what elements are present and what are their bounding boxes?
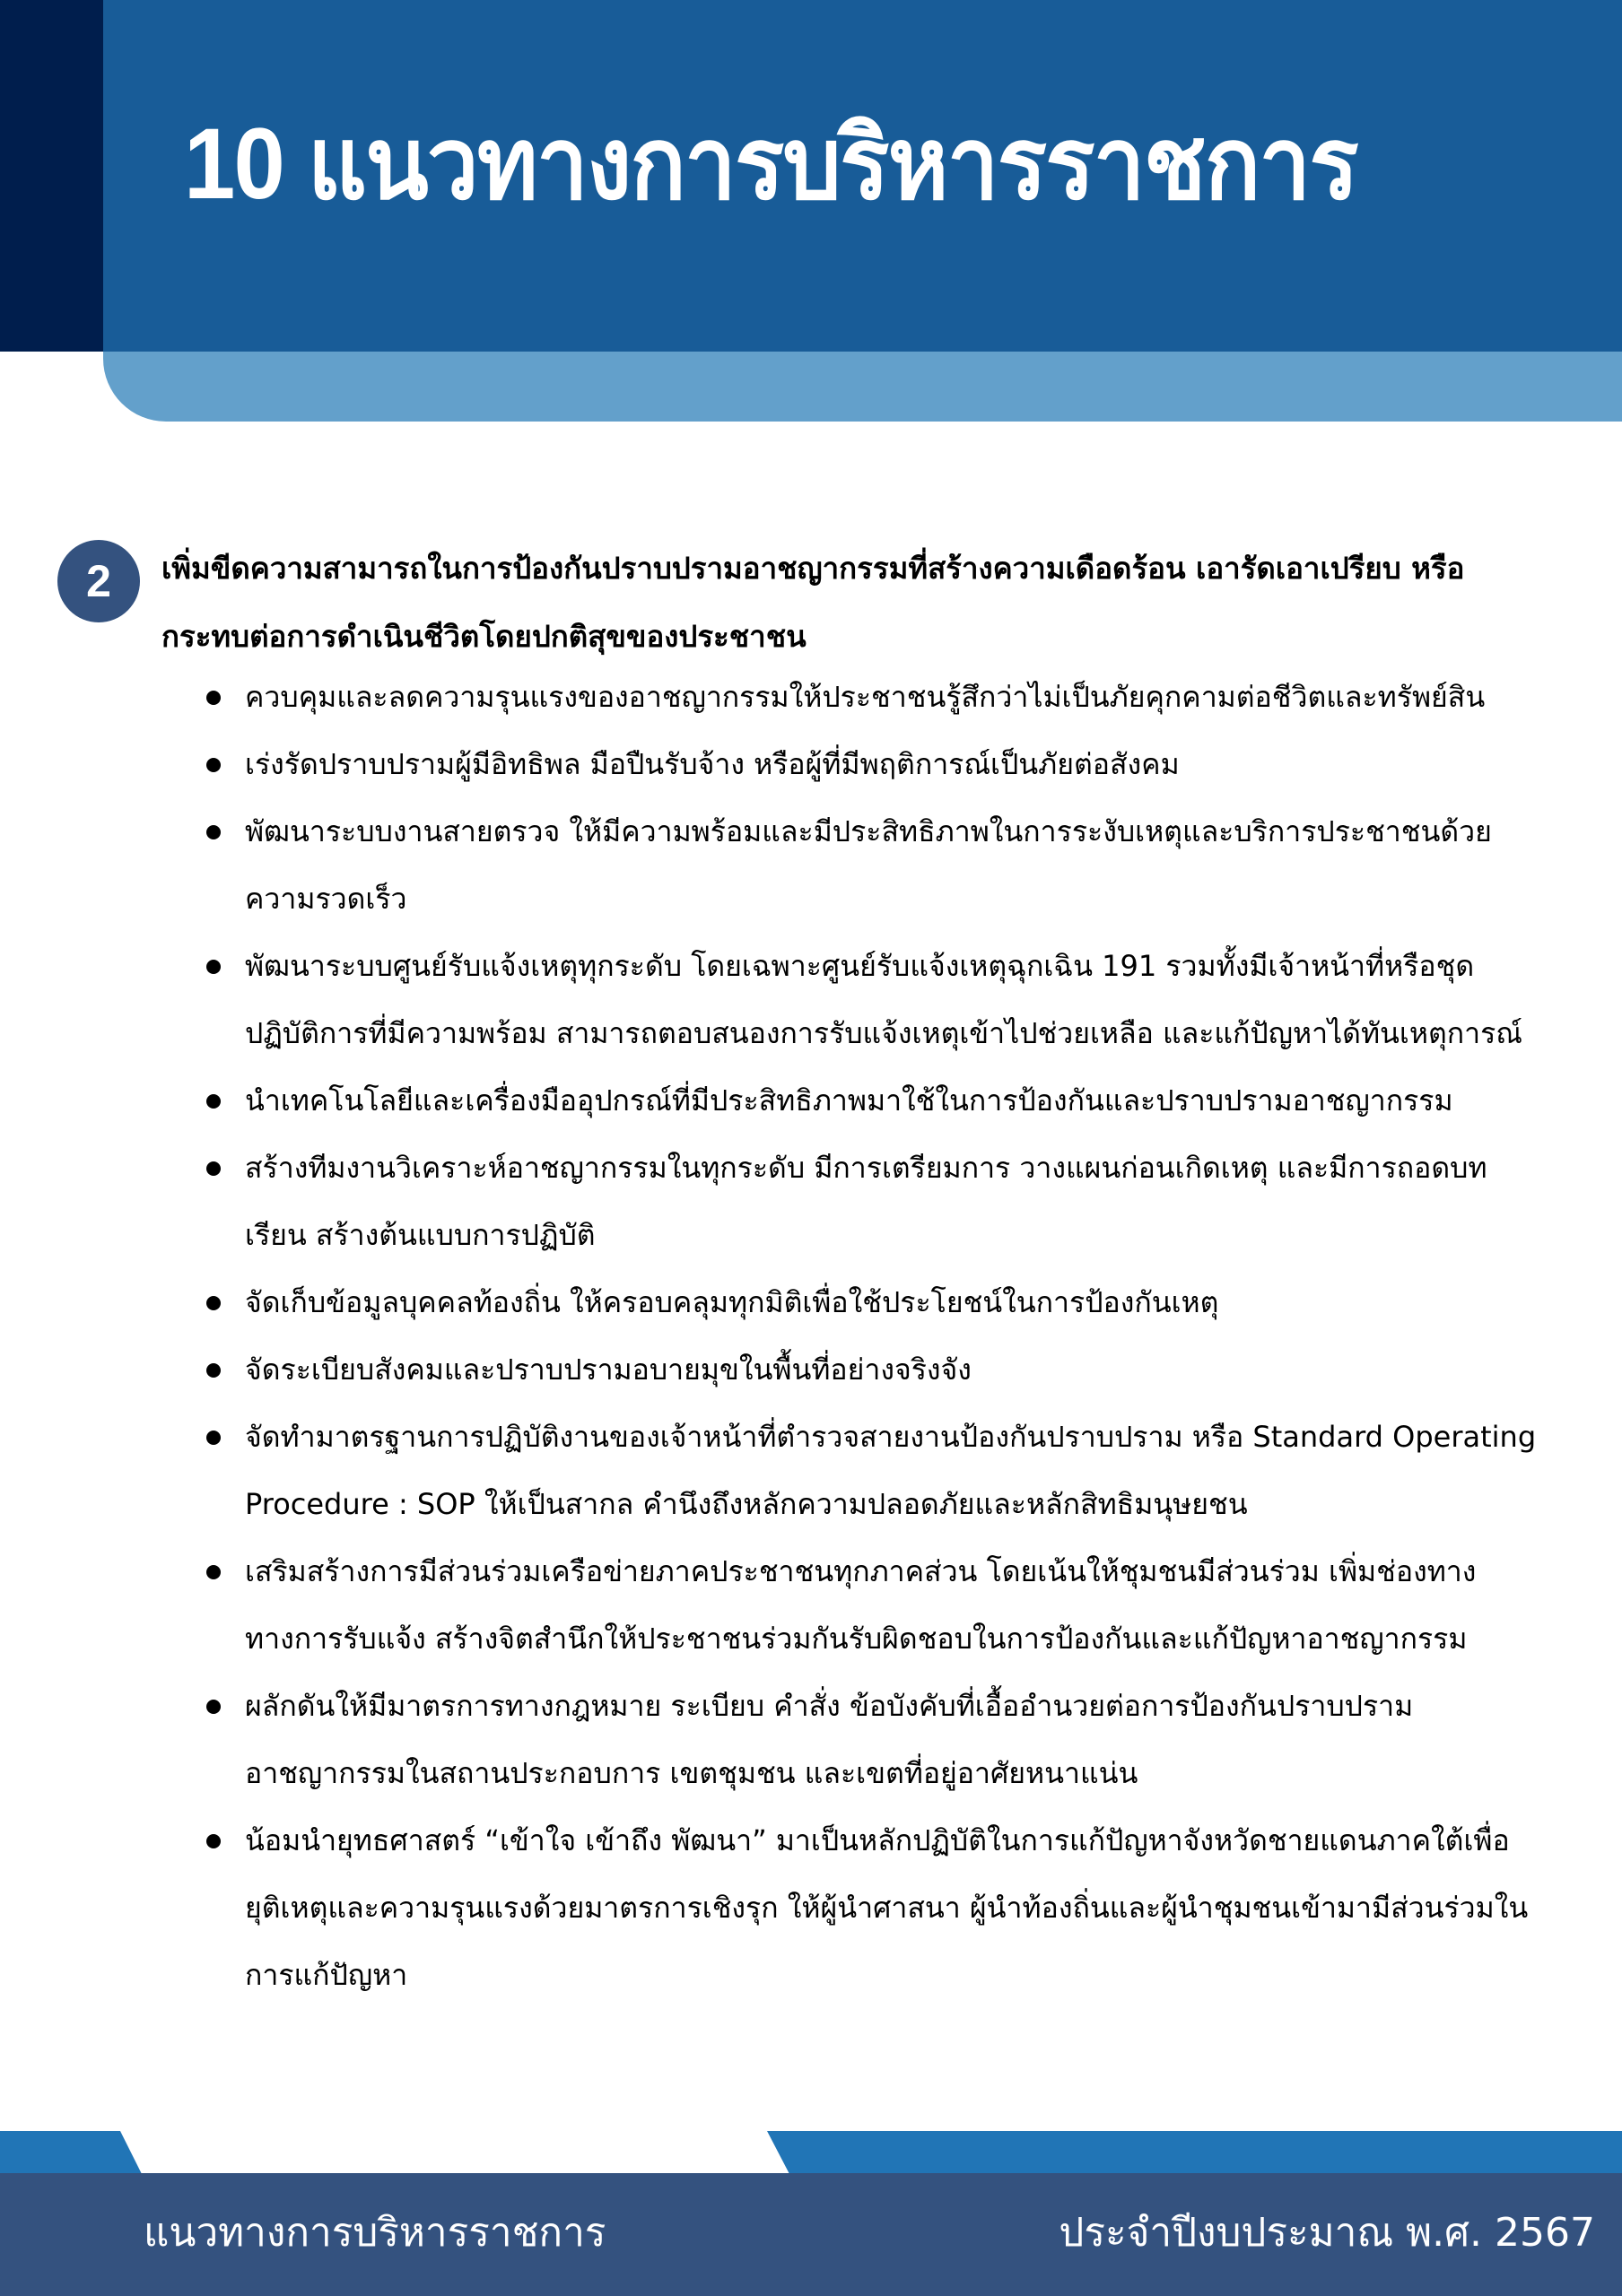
list-item [161, 1538, 1543, 1673]
bullet-dot-icon [206, 1431, 221, 1445]
bullet-dot-icon [206, 825, 221, 839]
list-item-text: พัฒนาระบบศูนย์รับแจ้งเหตุทุกระดับ โดยเฉพาะศูนย์รับแจ้งเหตุฉุกเฉิน 191 รวมทั้งมีเจ้าหน้าที่หรือชุดปฏิบัติการที่มีความพร้อม สามารถตอบสนองการรับแจ้งเหตุเข้าไปช่วยเหลือ และแก้ปัญหาได้ทันเหตุการณ์ [245, 949, 1522, 1050]
footer-accent-stripe-right [763, 2131, 1622, 2174]
list-item-text: สร้างทีมงานวิเคราะห์อาชญากรรมในทุกระดับ มีการเตรียมการ วางแผนก่อนเกิดเหตุ และมีการถอดบทเรียน สร้างต้นแบบการปฏิบัติ [245, 1151, 1487, 1252]
bullet-dot-icon [206, 960, 221, 974]
bullet-dot-icon [206, 758, 221, 772]
list-item [161, 1673, 1543, 1807]
footer-document-title: แนวทางการบริหารราชการ [144, 2210, 606, 2256]
list-item-text: ผลักดันให้มีมาตรการทางกฎหมาย ระเบียบ คำสั่ง ข้อบังคับที่เอื้ออำนวยต่อการป้องกันปราบปรามอาชญากรรมในสถานประกอบการ เขตชุมชน และเขตที่อยู่อาศัยหนาแน่น [245, 1689, 1414, 1790]
section-heading: เพิ่มขีดความสามารถในการป้องกันปราบปรามอาชญากรรมที่สร้างความเดือดร้อน เอารัดเอาเปรียบ หรือกระทบต่อการดำเนินชีวิตโดยปกติสุขของประชาชน [161, 551, 1465, 654]
list-item-text: เร่งรัดปราบปรามผู้มีอิทธิพล มือปืนรับจ้าง หรือผู้ที่มีพฤติการณ์เป็นภัยต่อสังคม [245, 747, 1180, 781]
list-item-text: นำเทคโนโลยีและเครื่องมืออุปกรณ์ที่มีประสิทธิภาพมาใช้ในการป้องกันและปราบปรามอาชญากรรม [245, 1083, 1453, 1118]
list-item-text: น้อมนำยุทธศาสตร์ “เข้าใจ เข้าถึง พัฒนา” มาเป็นหลักปฏิบัติในการแก้ปัญหาจังหวัดชายแดนภาคใต้เพื่อยุติเหตุและความรุนแรงด้วยมาตรการเชิงรุก ให้ผู้นำศาสนา ผู้นำท้องถิ่นและผู้นำชุมชนเข้ามามีส่วนร่วมในการแก้ปัญหา [245, 1823, 1529, 1992]
bullet-dot-icon [206, 1094, 221, 1109]
header-dark-strip [0, 0, 103, 352]
bullet-dot-icon [206, 1161, 221, 1176]
footer-accent-stripe-left [0, 2131, 144, 2174]
bullet-dot-icon [206, 1834, 221, 1848]
bullet-dot-icon [206, 1296, 221, 1310]
bullet-dot-icon [206, 691, 221, 705]
list-item [161, 933, 1543, 1067]
list-item [161, 1067, 1543, 1135]
list-item [161, 1404, 1543, 1538]
page-title: 10 แนวทางการบริหารราชการ [184, 108, 1357, 220]
bullet-dot-icon [206, 1700, 221, 1714]
list-item-text: จัดทำมาตรฐานการปฏิบัติงานของเจ้าหน้าที่ตำรวจสายงานป้องกันปราบปราม หรือ Standard Operating Procedure : SOP ให้เป็นสากล คำนึงถึงหลักความปลอดภัยและหลักสิทธิมนุษยชน [245, 1420, 1537, 1521]
list-item [161, 798, 1543, 933]
bullet-list [161, 664, 1543, 2009]
bullet-dot-icon [206, 1363, 221, 1378]
list-item [161, 664, 1543, 731]
footer-fiscal-year: ประจำปีงบประมาณ พ.ศ. 2567 [1059, 2210, 1595, 2256]
list-item [161, 1807, 1543, 2009]
section-number-badge: 2 [57, 540, 140, 622]
list-item-text: พัฒนาระบบงานสายตรวจ ให้มีความพร้อมและมีประสิทธิภาพในการระงับเหตุและบริการประชาชนด้วยความรวดเร็ว [245, 814, 1492, 916]
list-item-text: เสริมสร้างการมีส่วนร่วมเครือข่ายภาคประชาชนทุกภาคส่วน โดยเน้นให้ชุมชนมีส่วนร่วม เพิ่มช่องทางทางการรับแจ้ง สร้างจิตสำนึกให้ประชาชนร่วมกันรับผิดชอบในการป้องกันและแก้ปัญหาอาชญากรรม [245, 1554, 1477, 1656]
list-item-text: ควบคุมและลดความรุนแรงของอาชญากรรมให้ประชาชนรู้สึกว่าไม่เป็นภัยคุกคามต่อชีวิตและทรัพย์สิน [245, 680, 1486, 714]
list-item-text: จัดเก็บข้อมูลบุคคลท้องถิ่น ให้ครอบคลุมทุกมิติเพื่อใช้ประโยชน์ในการป้องกันเหตุ [245, 1285, 1219, 1319]
bullet-dot-icon [206, 1565, 221, 1579]
list-item [161, 1135, 1543, 1269]
list-item [161, 731, 1543, 798]
list-item [161, 1336, 1543, 1404]
list-item-text: จัดระเบียบสังคมและปราบปรามอบายมุขในพื้นที่อย่างจริงจัง [245, 1352, 972, 1387]
list-item [161, 1269, 1543, 1336]
